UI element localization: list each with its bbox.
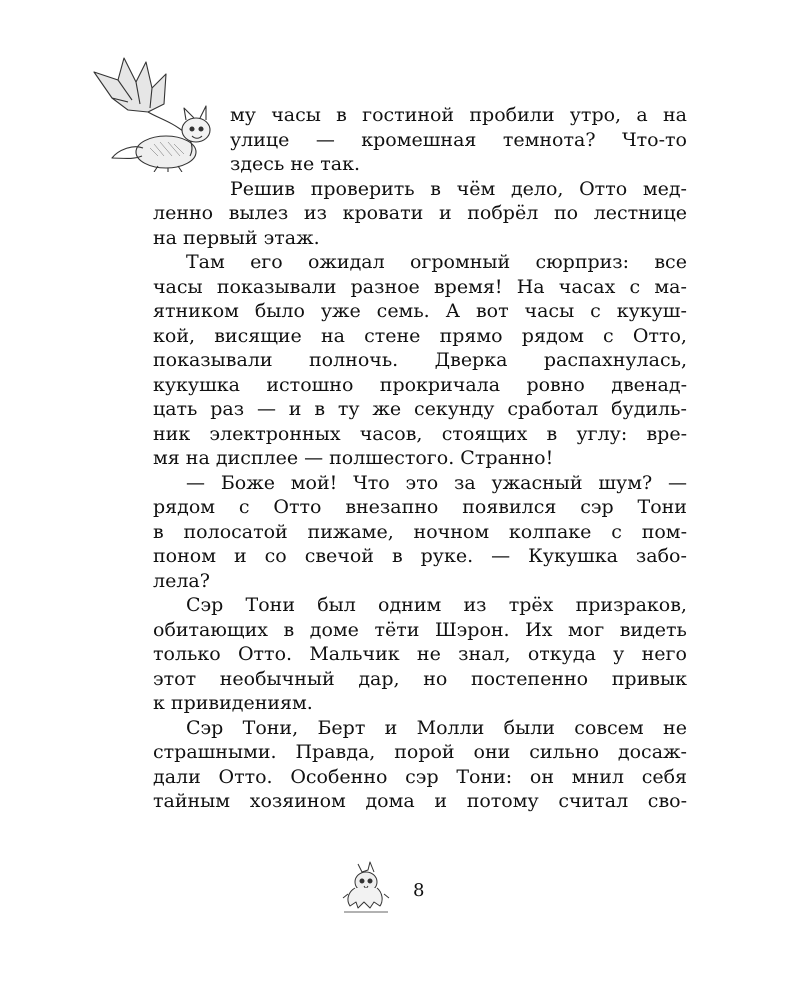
text-line: Сэр Тони, Берт и Молли были совсем не	[186, 716, 687, 739]
text-line: — Боже мой! Что это за ужасный шум? —	[186, 471, 687, 494]
text-line: на первый этаж.	[153, 226, 320, 249]
text-line: рядом с Отто внезапно появился сэр Тони	[153, 496, 687, 518]
text-line: кукушка истошно прокричала ровно двенад-	[153, 373, 687, 396]
text-line: к привидениям.	[153, 692, 313, 714]
text-line: показывали полночь. Дверка распахнулась,	[153, 349, 687, 371]
page-number: 8	[413, 880, 425, 901]
text-line: поном и со свечой в руке. — Кукушка забо-	[153, 545, 687, 567]
text-line: Решив проверить в чём дело, Отто мед-	[230, 177, 687, 200]
text-line: Сэр Тони был одним из трёх призраков,	[186, 594, 687, 616]
text-line: ник электронных часов, стоящих в углу: вре-	[153, 422, 687, 445]
text-line: кой, висящие на стене прямо рядом с Отто,	[153, 324, 687, 347]
text-line: только Отто. Мальчик не знал, откуда у него	[153, 643, 687, 665]
text-line: тайным хозяином дома и потому считал сво-	[153, 790, 687, 812]
text-line: в полосатой пижаме, ночном колпаке с пом-	[153, 520, 687, 543]
text-line: страшными. Правда, порой они сильно досаж-	[153, 741, 687, 763]
text-line: часы показывали разное время! На часах с ма-	[153, 275, 687, 298]
text-line: дали Отто. Особенно сэр Тони: он мнил себя	[153, 765, 687, 788]
text-line: Там его ожидал огромный сюрприз: все	[186, 251, 687, 273]
text-line: му часы в гостиной пробили утро, а на	[230, 104, 687, 126]
text-line: лела?	[153, 569, 210, 592]
text-line: здесь не так.	[230, 153, 361, 175]
text-line: обитающих в доме тёти Шэрон. Их мог видеть	[153, 618, 687, 641]
text-line: ленно вылез из кровати и побрёл по лестнице	[153, 202, 687, 224]
text-line: этот необычный дар, но постепенно привык	[153, 667, 687, 690]
owl-ghost-illustration	[340, 858, 392, 916]
text-line: мя на дисплее — полшестого. Странно!	[153, 447, 554, 469]
page-text	[153, 103, 687, 814]
text-line: улице — кромешная темнота? Что-то	[230, 128, 687, 151]
text-line: ятником было уже семь. А вот часы с кукуш-	[153, 300, 687, 322]
text-line: цать раз — и в ту же секунду сработал будиль-	[153, 398, 687, 420]
